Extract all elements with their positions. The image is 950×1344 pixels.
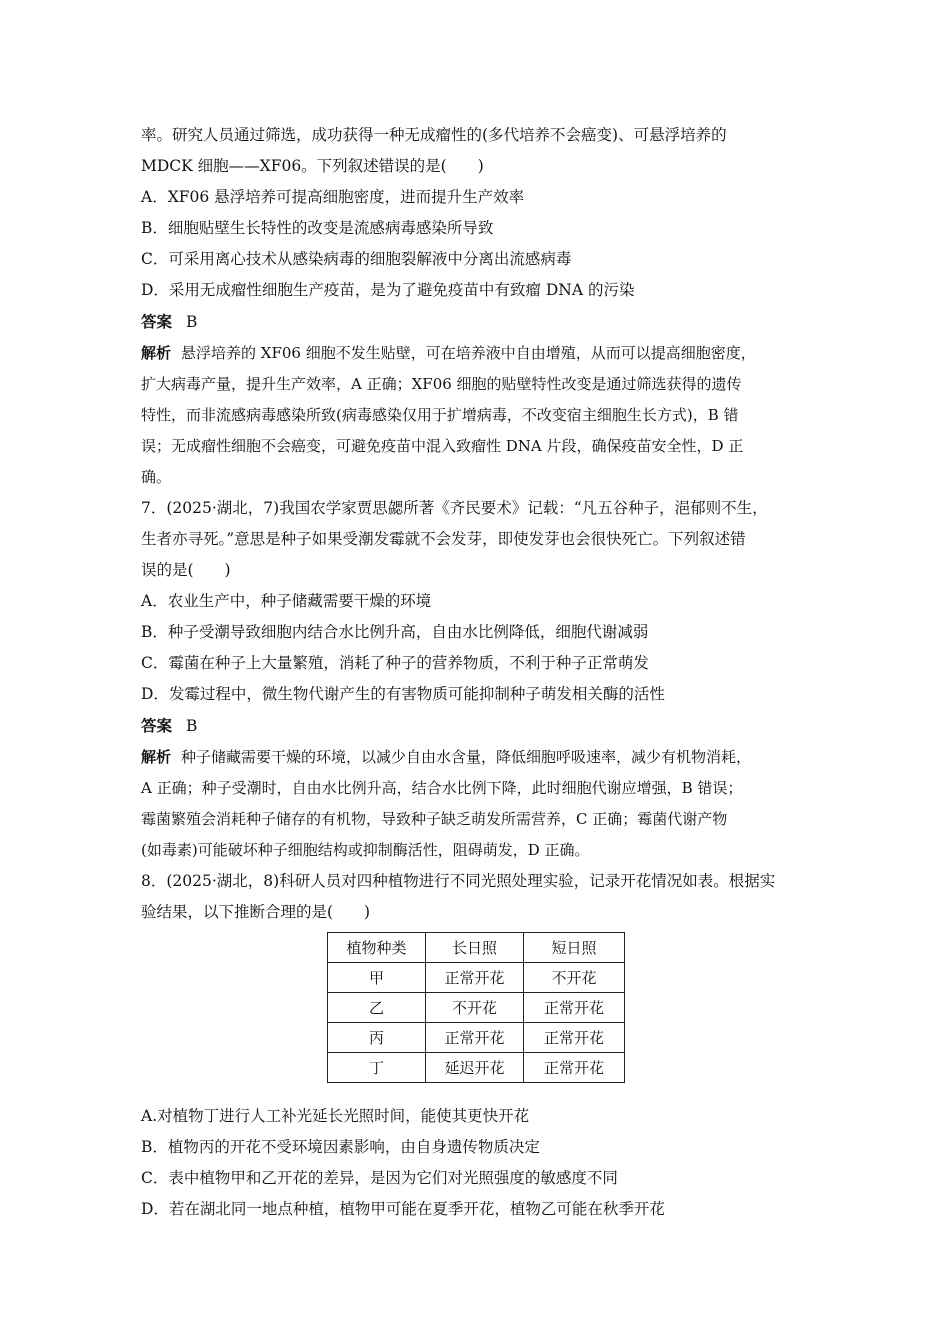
table-row xyxy=(328,1023,625,1053)
option-c: C．表中植物甲和乙开花的差异，是因为它们对光照强度的敏感度不同 xyxy=(141,1169,618,1187)
analysis-label: 解析 xyxy=(141,344,172,362)
question-7-stem-line: 7．(2025·湖北，7)我国农学家贾思勰所著《齐民要术》记载：“凡五谷种子，浥郁则不生， xyxy=(141,499,768,517)
table-cell: 正常开花 xyxy=(426,1023,524,1053)
answer-value: B xyxy=(186,313,198,331)
table-row xyxy=(328,963,625,993)
table-cell: 不开花 xyxy=(426,993,524,1023)
option-c: C．可采用离心技术从感染病毒的细胞裂解液中分离出流感病毒 xyxy=(141,250,572,268)
analysis-line: 扩大病毒产量，提升生产效率，A 正确；XF06 细胞的贴壁特性改变是通过筛选获得的遗传 xyxy=(141,375,742,393)
table-row xyxy=(328,1053,625,1083)
question-7-stem-line: 生者亦寻死。”意思是种子如果受潮发霉就不会发芽，即使发芽也会很快死亡。下列叙述错 xyxy=(141,530,746,548)
question-7 xyxy=(141,493,821,866)
table-cell: 丁 xyxy=(328,1053,426,1083)
question-6 xyxy=(141,120,821,493)
option-b: B．细胞贴壁生长特性的改变是流感病毒感染所导致 xyxy=(141,219,494,237)
table-cell: 正常开花 xyxy=(524,993,625,1023)
question-6-stem-line: MDCK 细胞——XF06。下列叙述错误的是( ) xyxy=(141,157,484,175)
option-a: A．XF06 悬浮培养可提高细胞密度，进而提升生产效率 xyxy=(141,188,525,206)
answer-label: 答案 xyxy=(141,716,173,735)
option-b: B．种子受潮导致细胞内结合水比例升高，自由水比例降低，细胞代谢减弱 xyxy=(141,623,649,641)
analysis-line: A 正确；种子受潮时，自由水比例升高，结合水比例下降，此时细胞代谢应增强，B 错误； xyxy=(141,779,743,797)
table-cell: 延迟开花 xyxy=(426,1053,524,1083)
table-cell: 乙 xyxy=(328,993,426,1023)
analysis-label: 解析 xyxy=(141,748,172,766)
analysis-line: 误；无成瘤性细胞不会癌变，可避免疫苗中混入致瘤性 DNA 片段，确保疫苗安全性，D 正 xyxy=(141,437,744,455)
option-d: D．若在湖北同一地点种植，植物甲可能在夏季开花，植物乙可能在秋季开花 xyxy=(141,1200,665,1218)
table-cell: 丙 xyxy=(328,1023,426,1053)
table-cell: 正常开花 xyxy=(524,1023,625,1053)
analysis-line: 解析 悬浮培养的 XF06 细胞不发生贴壁，可在培养液中自由增殖，从而可以提高细胞密度， xyxy=(141,344,756,362)
question-8-stem-line: 验结果，以下推断合理的是( ) xyxy=(141,903,371,921)
analysis-line: (如毒素)可能破坏种子细胞结构或抑制酶活性，阻碍萌发，D 正确。 xyxy=(141,841,590,859)
question-8-options xyxy=(141,1101,821,1225)
question-8-stem-line: 8．(2025·湖北，8)科研人员对四种植物进行不同光照处理实验，记录开花情况如表。根据实 xyxy=(141,872,776,890)
flowering-table xyxy=(327,932,625,1083)
answer-line xyxy=(141,306,821,338)
table-cell: 不开花 xyxy=(524,963,625,993)
option-d: D．采用无成瘤性细胞生产疫苗，是为了避免疫苗中有致瘤 DNA 的污染 xyxy=(141,281,635,299)
analysis-line: 确。 xyxy=(141,468,172,486)
question-7-stem-line: 误的是( ) xyxy=(141,561,231,579)
option-d: D．发霉过程中，微生物代谢产生的有害物质可能抑制种子萌发相关酶的活性 xyxy=(141,685,665,703)
question-8 xyxy=(141,866,821,1225)
document-page xyxy=(141,120,821,1225)
answer-value: B xyxy=(186,717,198,735)
analysis-line: 特性，而非流感病毒感染所致(病毒感染仅用于扩增病毒，不改变宿主细胞生长方式)，B 错 xyxy=(141,406,739,424)
table-header-row xyxy=(328,933,625,963)
option-a: A.对植物丁进行人工补光延长光照时间，能使其更快开花 xyxy=(141,1107,530,1125)
table-cell: 甲 xyxy=(328,963,426,993)
option-c: C．霉菌在种子上大量繁殖，消耗了种子的营养物质，不利于种子正常萌发 xyxy=(141,654,649,672)
table-cell: 正常开花 xyxy=(426,963,524,993)
question-6-stem-line: 率。研究人员通过筛选，成功获得一种无成瘤性的(多代培养不会癌变)、可悬浮培养的 xyxy=(141,126,727,144)
table-row xyxy=(328,993,625,1023)
answer-label: 答案 xyxy=(141,312,173,331)
analysis-line: 霉菌繁殖会消耗种子储存的有机物，导致种子缺乏萌发所需营养，C 正确；霉菌代谢产物 xyxy=(141,810,728,828)
option-b: B．植物丙的开花不受环境因素影响，由自身遗传物质决定 xyxy=(141,1138,540,1156)
analysis-line: 解析 种子储藏需要干燥的环境，以减少自由水含量，降低细胞呼吸速率，减少有机物消耗， xyxy=(141,748,752,766)
option-a: A．农业生产中，种子储藏需要干燥的环境 xyxy=(141,592,432,610)
table-header: 植物种类 xyxy=(328,933,426,963)
table-header: 长日照 xyxy=(426,933,524,963)
table-header: 短日照 xyxy=(524,933,625,963)
answer-line xyxy=(141,710,821,742)
table-cell: 正常开花 xyxy=(524,1053,625,1083)
